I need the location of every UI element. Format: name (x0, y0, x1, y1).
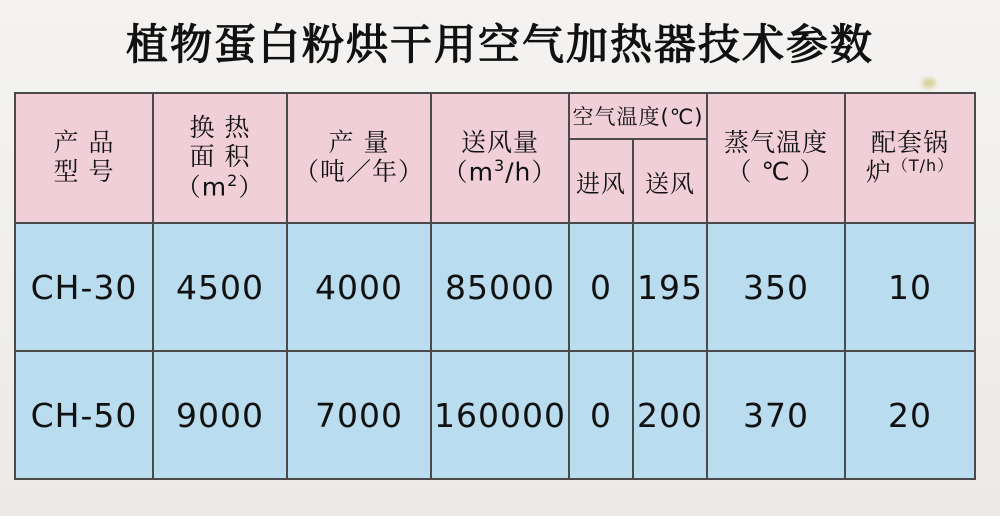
cell-air-outlet-temp: 200 (633, 351, 707, 479)
cell-air-inlet-temp: 0 (569, 351, 633, 479)
cell-air-volume: 160000 (431, 351, 569, 479)
table-body (15, 223, 975, 479)
header-model: 产 品 型 号 (15, 93, 153, 223)
header-air-temp-group: 空气温度(℃) (569, 93, 707, 139)
cell-heat-area: 9000 (153, 351, 287, 479)
table-header (15, 93, 975, 223)
cell-air-volume: 85000 (431, 223, 569, 351)
header-capacity: 产 量 （吨／年） (287, 93, 431, 223)
header-air-outlet: 送风 (633, 139, 707, 223)
cell-capacity: 7000 (287, 351, 431, 479)
paper-smudge (922, 78, 936, 88)
header-air-volume: 送风量 $(m^3/h)$ (431, 93, 569, 223)
cell-air-outlet-temp: 195 (633, 223, 707, 351)
header-heat-area: 换 热 面 积 $(m^2)$ (153, 93, 287, 223)
table-row (15, 351, 975, 479)
header-air-inlet: 进风 (569, 139, 633, 223)
cell-capacity: 4000 (287, 223, 431, 351)
cell-model: CH-50 (15, 351, 153, 479)
cell-steam-temp: 370 (707, 351, 845, 479)
cell-model: CH-30 (15, 223, 153, 351)
header-boiler: 配套锅 炉$^{(T/h)}$ (845, 93, 975, 223)
header-steam-temp: 蒸气温度 （ ℃ ） (707, 93, 845, 223)
specification-table (14, 92, 976, 480)
cell-heat-area: 4500 (153, 223, 287, 351)
cell-steam-temp: 350 (707, 223, 845, 351)
header-row-main (15, 93, 975, 139)
spec-table-container (14, 92, 974, 480)
page-title: 植物蛋白粉烘干用空气加热器技术参数 (125, 20, 874, 69)
cell-air-inlet-temp: 0 (569, 223, 633, 351)
table-row (15, 223, 975, 351)
cell-boiler: 20 (845, 351, 975, 479)
cell-boiler: 10 (845, 223, 975, 351)
